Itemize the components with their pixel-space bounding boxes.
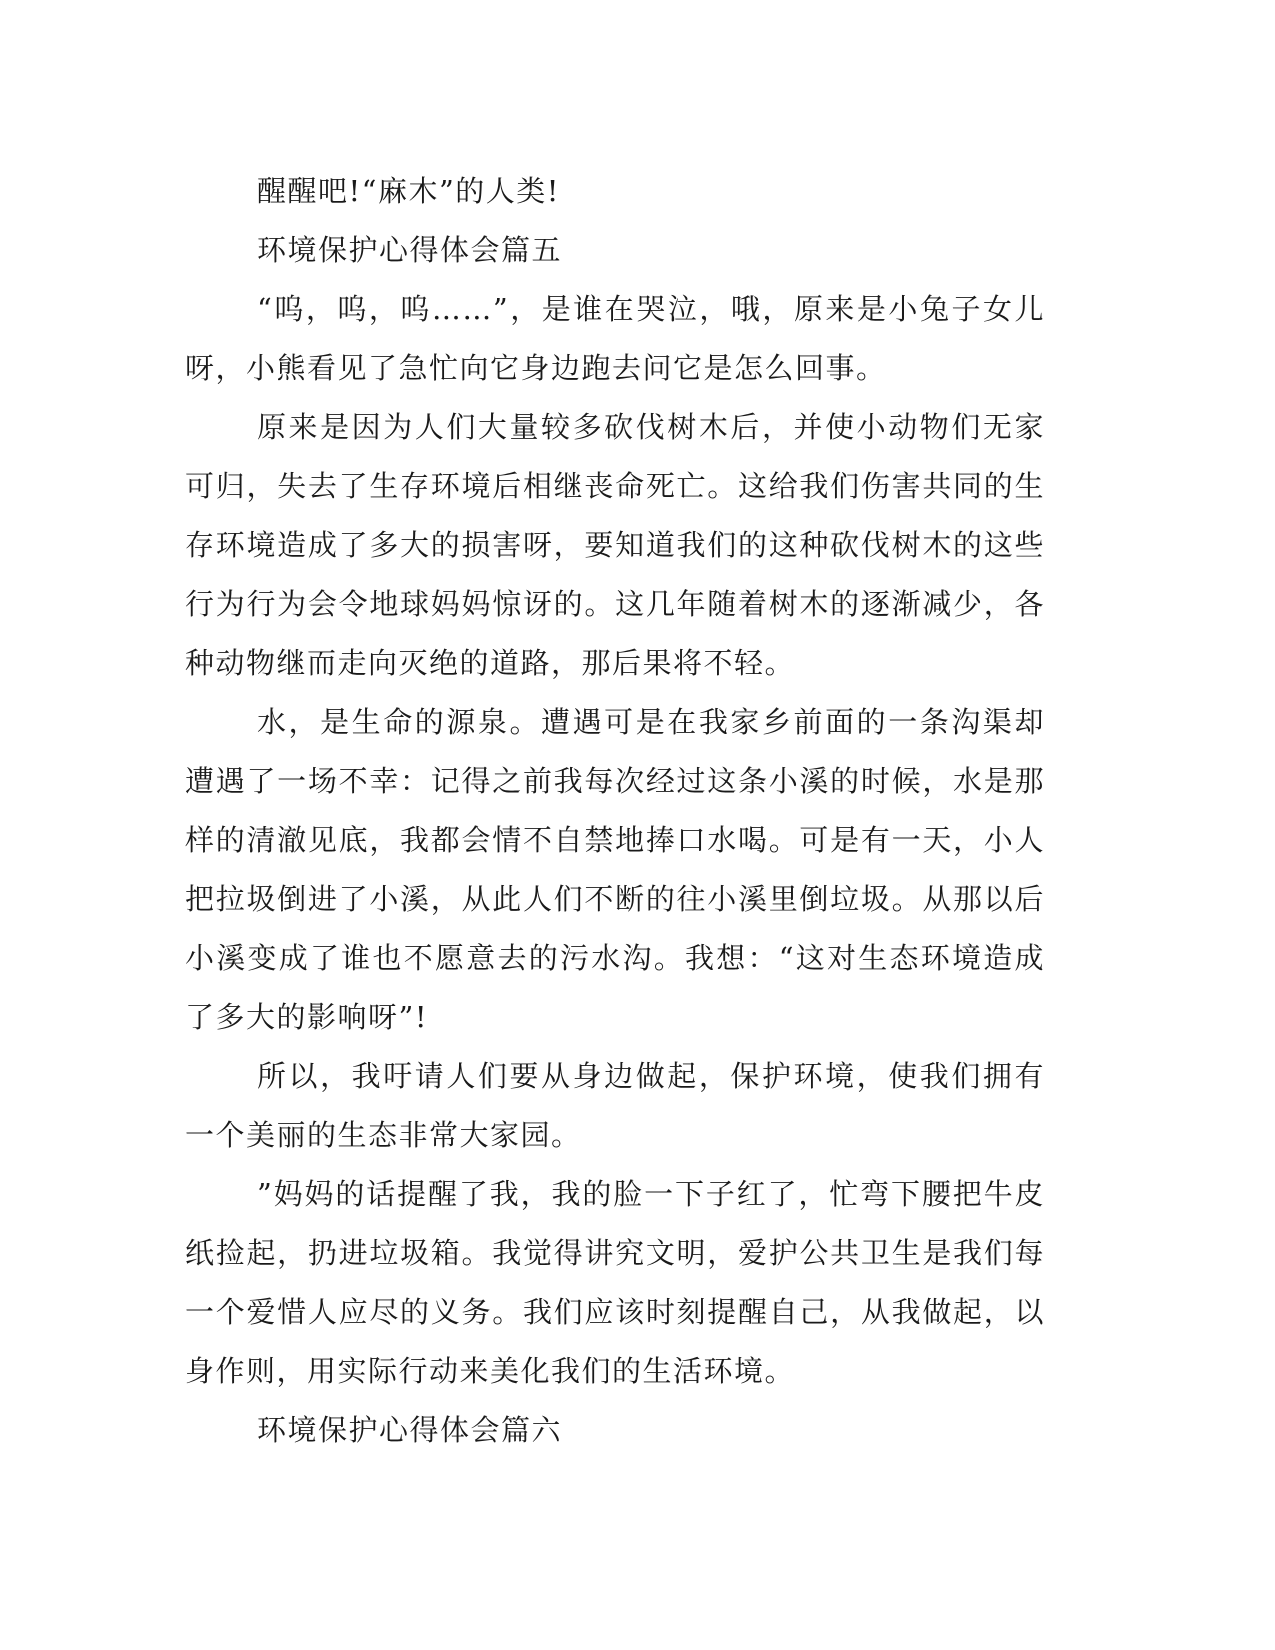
- section-heading-five: 环境保护心得体会篇五: [257, 233, 563, 267]
- paragraph: 水，是生命的源泉。遭遇可是在我家乡前面的一条沟渠却遭遇了一场不幸：记得之前我每次经过这条小溪的时候，水是那样的清澈见底，我都会情不自禁地捧口水喝。可是有一天，小人把拉圾倒进了小溪，从此人们不断的往小溪里倒垃圾。从那以后小溪变成了谁也不愿意去的污水沟。我想：“这对生态环境造成了多大的影响呀”!: [185, 705, 1045, 1034]
- document-body: [185, 162, 1045, 1460]
- paragraph: “呜，呜，呜……”，是谁在哭泣，哦，原来是小兔子女儿呀，小熊看见了急忙向它身边跑去问它是怎么回事。: [185, 292, 1045, 385]
- paragraph: 所以，我吁请人们要从身边做起，保护环境，使我们拥有一个美丽的生态非常大家园。: [185, 1059, 1045, 1152]
- section-heading-six: 环境保护心得体会篇六: [257, 1413, 563, 1447]
- paragraph-closing-line: 醒醒吧!“麻木”的人类!: [257, 174, 560, 208]
- paragraph: ”妈妈的话提醒了我，我的脸一下子红了，忙弯下腰把牛皮纸捡起，扔进垃圾箱。我觉得讲究文明，爱护公共卫生是我们每一个爱惜人应尽的义务。我们应该时刻提醒自己，从我做起，以身作则，用实际行动来美化我们的生活环境。: [185, 1177, 1045, 1388]
- paragraph: 原来是因为人们大量较多砍伐树木后，并使小动物们无家可归，失去了生存环境后相继丧命死亡。这给我们伤害共同的生存环境造成了多大的损害呀，要知道我们的这种砍伐树木的这些行为行为会令地球妈妈惊讶的。这几年随着树木的逐渐减少，各种动物继而走向灭绝的道路，那后果将不轻。: [185, 410, 1045, 680]
